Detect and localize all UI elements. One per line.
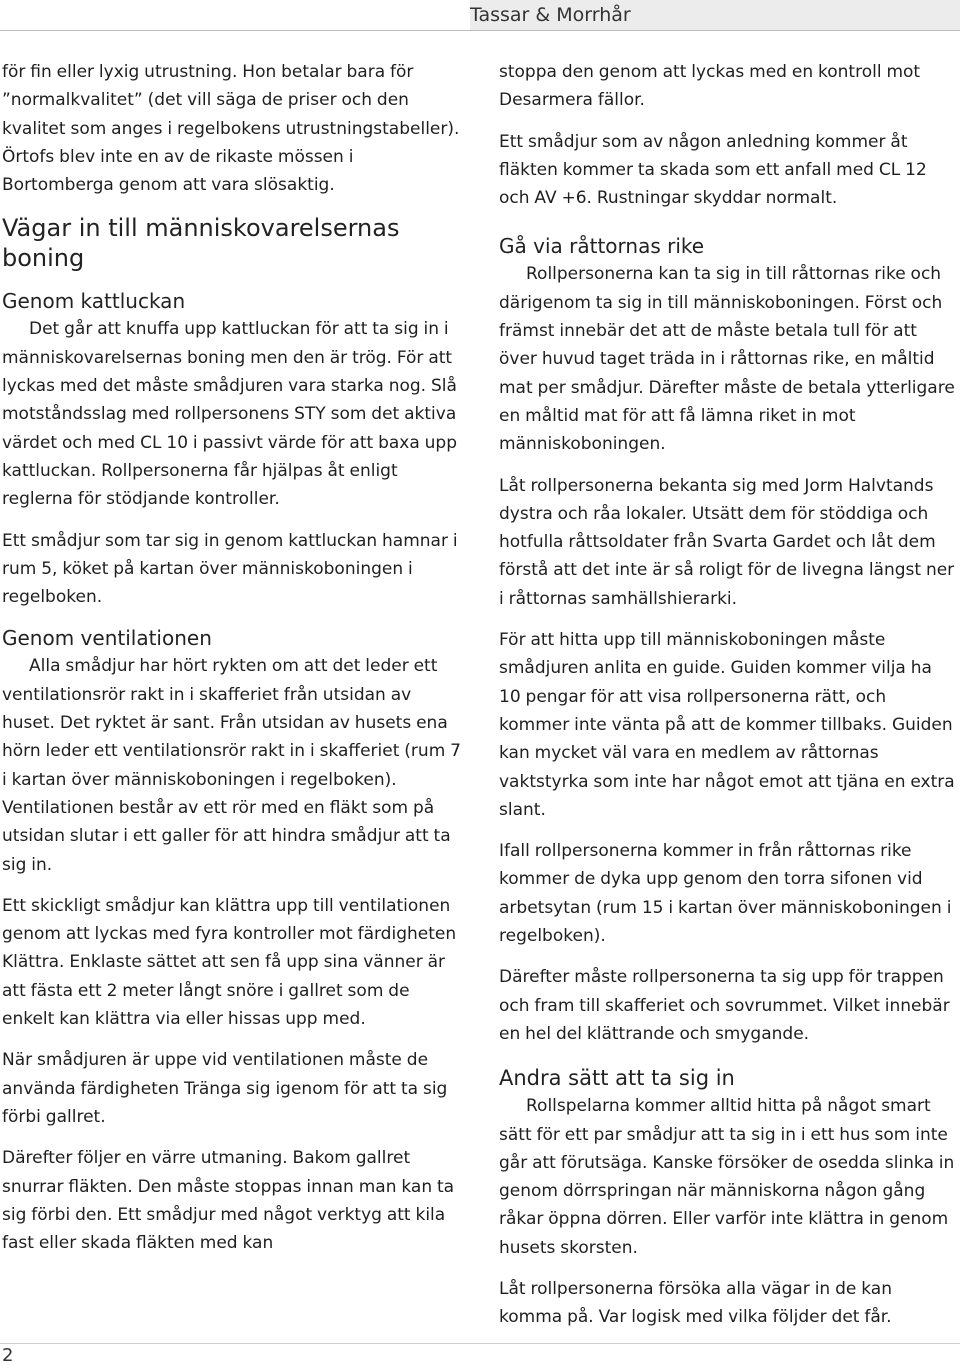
paragraph: Rollspelarna kommer alltid hitta på något smart sätt för ett par smådjur att ta sig in i ett hus som inte går att förutsäga. Kanske försöker de osedda slinka in genom dörrspringan när människorna någon gång råkar öppna dörren. Eller varför inte klättra in genom husets skorsten. xyxy=(499,1096,955,1258)
page-number: 2 xyxy=(2,1345,14,1366)
subsection-heading-andra-satt: Andra sätt att ta sig in xyxy=(499,1066,735,1091)
left-column xyxy=(2,58,462,1257)
running-header xyxy=(470,0,960,30)
running-header-title: Tassar & Morrhår xyxy=(470,4,631,26)
paragraph: Alla smådjur har hört rykten om att det leder ett ventilationsrör rakt in i skafferiet från utsidan av huset. Det ryktet är sant. Från utsidan av husets ena hörn leder ett ventilationsrör rakt in i skafferiet (rum 7 i kartan över människoboningen i regelboken). Ventilationen består av ett rör med en fläkt som på utsidan slutar i ett galler för att hindra smådjur att ta sig in. xyxy=(2,656,461,875)
footer-divider xyxy=(0,1343,960,1344)
paragraph: När smådjuren är uppe vid ventilationen måste de använda färdigheten Tränga sig igenom för att ta sig förbi gallret. xyxy=(2,1050,448,1127)
paragraph: Ifall rollpersonerna kommer in från råttornas rike kommer de dyka upp genom den torra sifonen vid arbetsytan (rum 15 i kartan över människoboningen i regelboken). xyxy=(499,841,952,947)
paragraph: Låt rollpersonerna försöka alla vägar in de kan komma på. Var logisk med vilka följder det får. xyxy=(499,1278,892,1328)
paragraph: Rollpersonerna kan ta sig in till råttornas rike och därigenom ta sig in till människoboningen. Först och främst innebär det att de måste betala tull för att över huvud taget träda in i råttornas rike, en måltid mat per smådjur. Därefter måste de betala ytterligare en måltid mat för att få lämna riket in mot människoboningen. xyxy=(499,264,955,455)
paragraph: stoppa den genom att lyckas med en kontroll mot Desarmera fällor. xyxy=(499,62,921,111)
paragraph: För att hitta upp till människoboningen måste smådjuren anlita en guide. Guiden kommer vilja ha 10 pengar för att visa rollpersonerna rätt, och kommer inte vänta på att de kommer tillbaks. Guiden kan mycket väl vara en medlem av råttornas vaktstyrka som inte har något emot att tjäna en extra slant. xyxy=(499,630,955,820)
paragraph: Ett smådjur som tar sig in genom kattluckan hamnar i rum 5, köket på kartan över människoboningen i regelboken. xyxy=(2,530,458,608)
subsection-heading-rattornas-rike: Gå via råttornas rike xyxy=(499,234,705,259)
paragraph: Därefter följer en värre utmaning. Bakom gallret snurrar fläkten. Den måste stoppas innan man kan ta sig förbi den. Ett smådjur med något verktyg att kila fast eller skada fläkten med kan xyxy=(2,1148,455,1254)
paragraph: för fin eller lyxig utrustning. Hon betalar bara för ”normalkvalitet” (det vill säga de priser och den kvalitet som anges i regelbokens utrustningstabeller). Örtofs blev inte en av de rikaste mössen i Bortomberga genom att vara slösaktig. xyxy=(2,62,460,196)
subsection-heading-ventilation: Genom ventilationen xyxy=(2,626,212,651)
right-column xyxy=(499,58,957,1345)
paragraph: Ett smådjur som av någon anledning kommer åt fläkten kommer ta skada som ett anfall med CL 12 och AV +6. Rustningar skyddar normalt. xyxy=(499,131,927,209)
header-divider xyxy=(0,30,960,31)
paragraph: Därefter måste rollpersonerna ta sig upp för trappen och fram till skafferiet och sovrummet. Vilket innebär en hel del klättrande och smygande. xyxy=(499,967,950,1044)
paragraph: Låt rollpersonerna bekanta sig med Jorm Halvtands dystra och råa lokaler. Utsätt dem för stöddiga och hotfulla råttsoldater från Svarta Gardet och låt dem förstå att det inte är så roligt för de livegna längst ner i råttornas samhällshierarki. xyxy=(499,475,955,609)
section-title: Vägar in till människovarelsernas boning xyxy=(2,214,400,273)
subsection-heading-kattluckan: Genom kattluckan xyxy=(2,289,186,314)
paragraph: Det går att knuffa upp kattluckan för att ta sig in i människovarelsernas boning men den är trög. För att lyckas med det måste smådjuren vara starka nog. Slå motståndsslag med rollpersonens STY som det aktiva värdet och med CL 10 i passivt värde för att baxa upp kattluckan. Rollpersonerna får hjälpas åt enligt reglerna för stödjande kontroller. xyxy=(2,319,458,510)
paragraph: Ett skickligt smådjur kan klättra upp till ventilationen genom att lyckas med fyra kontroller mot färdigheten Klättra. Enklaste sättet att sen få upp sina vänner är att fästa ett 2 meter långt snöre i gallret som de enkelt kan klättra via eller hissas upp med. xyxy=(2,895,457,1030)
